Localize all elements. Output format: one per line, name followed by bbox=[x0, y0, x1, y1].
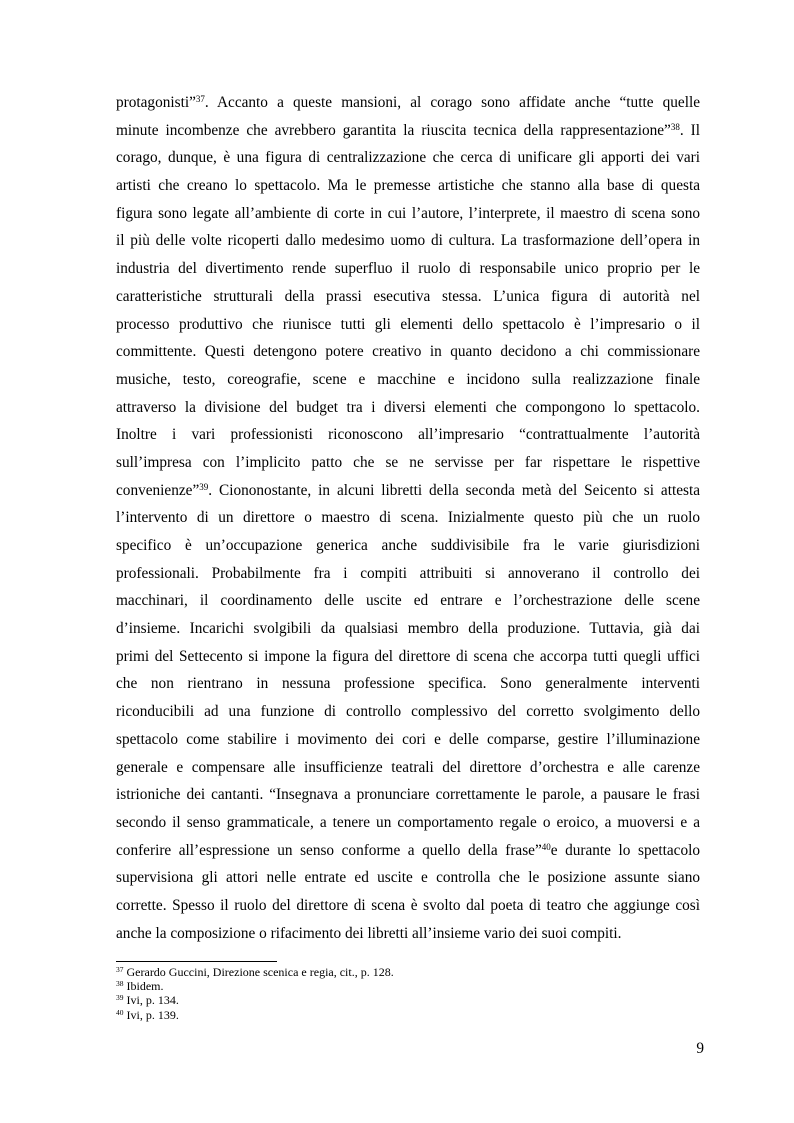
text-segment: sull’impresa con l’implicito patto che se ne servisse per far rispettare le rispettive bbox=[116, 453, 700, 471]
footnote bbox=[116, 1008, 700, 1022]
text-segment: riconducibili ad una funzione di controllo complessivo del corretto svolgimento dello bbox=[116, 703, 700, 721]
text-segment: . Accanto a queste mansioni, al corago sono affidate anche “tutte quelle bbox=[204, 94, 700, 111]
footnote-reference[interactable]: 37 bbox=[195, 94, 205, 104]
text-segment: anche la composizione o rifacimento dei libretti all’insieme vario dei suoi compiti. bbox=[116, 924, 622, 942]
text-segment: il più delle volte ricoperti dallo medesimo uomo di cultura. La trasformazione dell’opera in bbox=[116, 232, 700, 250]
text-line bbox=[116, 809, 700, 837]
text-segment: musiche, testo, coreografie, scene e macchine e incidono sulla realizzazione finale bbox=[116, 370, 700, 388]
footnotes bbox=[116, 965, 700, 1022]
footnote bbox=[116, 993, 700, 1007]
text-segment: . Il bbox=[679, 121, 701, 139]
text-line bbox=[116, 670, 700, 698]
text-segment: primi del Settecento si impone la figura del direttore di scena che accorpa tutti quegli uffici bbox=[116, 647, 700, 665]
text-segment: secondo il senso grammaticale, a tenere un comportamento regale o eroico, a muoversi e a bbox=[116, 813, 700, 831]
footnote-number: 39 bbox=[116, 993, 124, 1003]
text-line bbox=[116, 477, 700, 505]
text-segment: Inoltre i vari professionisti riconoscono all’impresario “contrattualmente l’autorità bbox=[116, 426, 700, 444]
text-line bbox=[116, 255, 700, 283]
text-segment: professionali. Probabilmente fra i compiti attribuiti si annoverano il controllo dei bbox=[116, 564, 700, 582]
text-line bbox=[116, 781, 700, 809]
text-segment: corago, dunque, è una figura di centralizzazione che cerca di unificare gli apporti dei vari bbox=[116, 149, 700, 167]
footnote-reference[interactable]: 39 bbox=[199, 481, 209, 492]
text-segment: attraverso la divisione del budget tra i diversi elementi che compongono lo spettacolo. bbox=[116, 398, 700, 416]
text-line bbox=[116, 532, 700, 560]
text-line bbox=[116, 89, 700, 117]
text-segment: industria del divertimento rende superfluo il ruolo di responsabile unico proprio per le bbox=[116, 260, 700, 278]
text-line bbox=[116, 837, 700, 865]
text-segment: supervisiona gli attori nelle entrate ed uscite e controlla che le posizione assunte siano bbox=[116, 869, 700, 887]
text-segment: conferire all’espressione un senso conforme a quello della frase” bbox=[116, 841, 542, 859]
text-line bbox=[116, 726, 700, 754]
text-line bbox=[116, 311, 700, 339]
text-line bbox=[116, 560, 700, 588]
text-line bbox=[116, 449, 700, 477]
text-segment: protagonisti” bbox=[116, 94, 196, 111]
text-line bbox=[116, 394, 700, 422]
text-segment: generale e compensare alle insufficienze teatrali del direttore d’orchestra e alle carenze bbox=[116, 758, 700, 776]
text-segment: committente. Questi detengono potere creativo in quanto decidono a chi commissionare bbox=[116, 343, 700, 361]
page-number: 9 bbox=[696, 1040, 704, 1057]
text-segment: minute incombenze che avrebbero garantita la riuscita tecnica della rappresentazione” bbox=[116, 121, 671, 139]
text-line bbox=[116, 200, 700, 228]
text-segment: d’insieme. Incarichi svolgibili da qualsiasi membro della produzione. Tuttavia, già dai bbox=[116, 620, 700, 638]
footnote-text: Ivi, p. 134. bbox=[123, 993, 179, 1008]
footnote-text: Ibidem. bbox=[123, 979, 164, 994]
text-line bbox=[116, 172, 700, 200]
text-line bbox=[116, 643, 700, 671]
text-line bbox=[116, 698, 700, 726]
body-text bbox=[116, 89, 700, 947]
text-line bbox=[116, 338, 700, 366]
footnote-reference[interactable]: 40 bbox=[541, 841, 551, 852]
text-line bbox=[116, 421, 700, 449]
text-segment: caratteristiche strutturali della prassi esecutiva stessa. L’unica figura di autorità nel bbox=[116, 287, 700, 305]
text-line bbox=[116, 892, 700, 920]
footnote-reference[interactable]: 38 bbox=[670, 121, 680, 132]
footnote-text: Gerardo Guccini, Direzione scenica e regia, cit., p. 128. bbox=[123, 965, 394, 979]
text-line bbox=[116, 615, 700, 643]
text-segment: artisti che creano lo spettacolo. Ma le premesse artistiche che stanno alla base di questa bbox=[116, 177, 700, 195]
text-segment: convenienze” bbox=[116, 481, 200, 499]
text-segment: . Ciononostante, in alcuni libretti della seconda metà del Seicento si attesta bbox=[208, 481, 700, 499]
text-line bbox=[116, 920, 700, 948]
footnote-number: 40 bbox=[116, 1007, 124, 1017]
text-segment: macchinari, il coordinamento delle uscite ed entrare e l’orchestrazione delle scene bbox=[116, 592, 700, 610]
text-line bbox=[116, 754, 700, 782]
text-segment: l’intervento di un direttore o maestro di scena. Inizialmente questo più che un ruolo bbox=[116, 509, 700, 527]
footnote-text: Ivi, p. 139. bbox=[123, 1007, 179, 1022]
text-line bbox=[116, 283, 700, 311]
footnote-separator bbox=[116, 961, 277, 962]
text-segment: spettacolo come stabilire i movimento dei cori e delle comparse, gestire l’illuminazione bbox=[116, 730, 700, 748]
text-line bbox=[116, 366, 700, 394]
text-line bbox=[116, 504, 700, 532]
text-segment: istrioniche dei cantanti. “Insegnava a pronunciare correttamente le parole, a pausare le frasi bbox=[116, 786, 700, 804]
footnote-number: 38 bbox=[116, 979, 124, 989]
text-line bbox=[116, 117, 700, 145]
text-segment: che non rientrano in nessuna professione specifica. Sono generalmente interventi bbox=[116, 675, 700, 693]
text-segment: figura sono legate all’ambiente di corte in cui l’autore, l’interprete, il maestro di scena sono bbox=[116, 204, 700, 222]
footnote bbox=[116, 979, 700, 993]
footnote bbox=[116, 965, 700, 979]
text-segment: processo produttivo che riunisce tutti gli elementi dello spettacolo è l’impresario o il bbox=[116, 315, 700, 333]
text-line bbox=[116, 587, 700, 615]
text-segment: corrette. Spesso il ruolo del direttore di scena è svolto dal poeta di teatro che aggiunge così bbox=[116, 896, 700, 914]
text-segment: specifico è un’occupazione generica anche suddivisibile fra le varie giurisdizioni bbox=[116, 537, 700, 554]
text-segment: e durante lo spettacolo bbox=[550, 841, 701, 859]
text-line bbox=[116, 227, 700, 255]
text-line bbox=[116, 144, 700, 172]
text-line bbox=[116, 864, 700, 892]
footnote-number: 37 bbox=[116, 965, 124, 974]
